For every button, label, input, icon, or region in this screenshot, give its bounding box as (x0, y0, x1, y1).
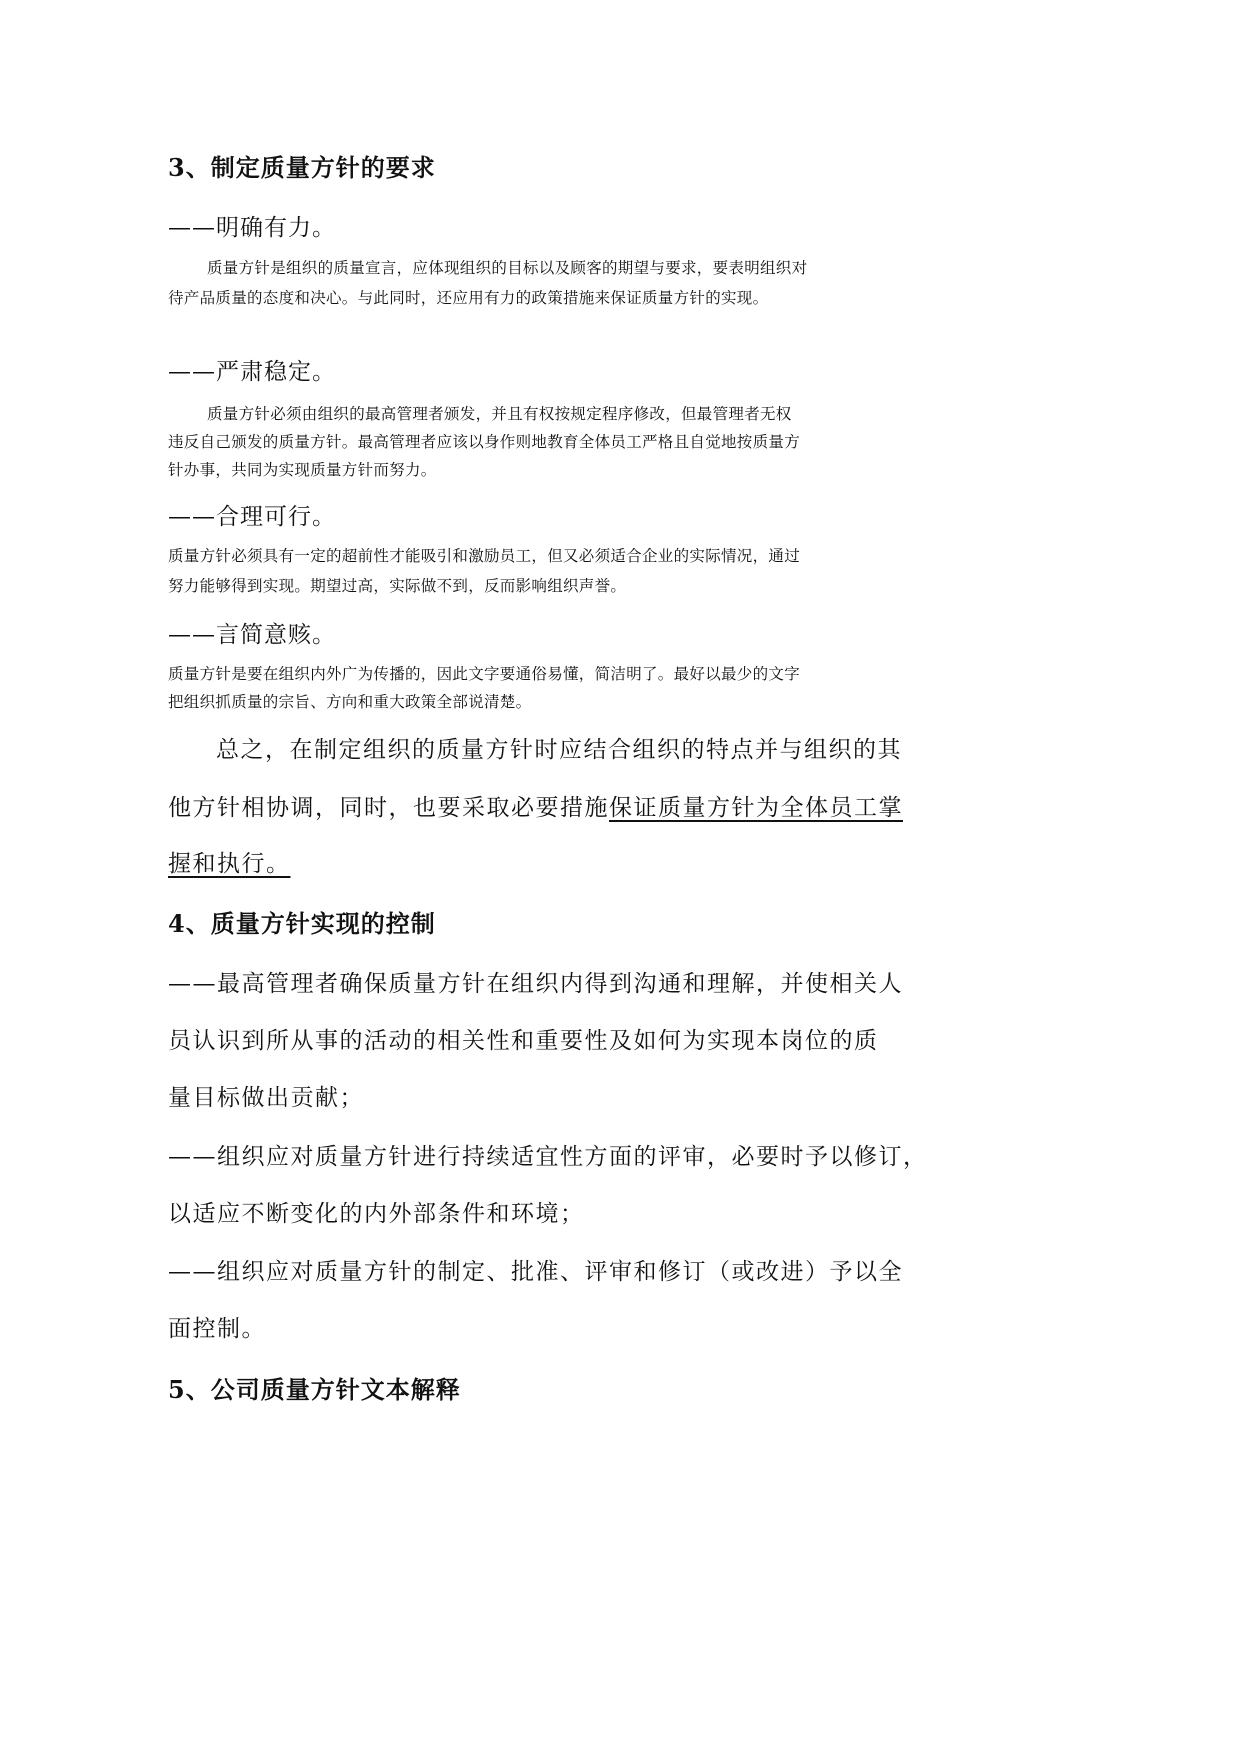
summary-line-1: 总之，在制定组织的质量方针时应结合组织的特点并与组织的其 (216, 737, 902, 763)
point-4-title: ——言简意赅。 (168, 622, 336, 648)
point-3-line-2: 努力能够得到实现。期望过高，实际做不到，反而影响组织声誉。 (168, 577, 627, 595)
point-4-line-1: 质量方针是要在组织内外广为传播的，因此文字要通俗易懂，简洁明了。最好以最少的文字 (168, 665, 801, 683)
section-5-heading: 5、公司质量方针文本解释 (168, 1375, 461, 1404)
point-4-line-2: 把组织抓质量的宗旨、方向和重大政策全部说清楚。 (168, 693, 532, 711)
point-1-line-1: 质量方针是组织的质量宣言，应体现组织的目标以及顾客的期望与要求，要表明组织对 (207, 259, 808, 277)
point-1-title: ——明确有力。 (168, 215, 336, 241)
point-1-line-2: 待产品质量的态度和决心。与此同时，还应用有力的政策措施来保证质量方针的实现。 (168, 289, 769, 307)
point-3-title: ——合理可行。 (168, 504, 336, 530)
section-4-line-2: 员认识到所从事的活动的相关性和重要性及如何为实现本岗位的质 (168, 1028, 879, 1054)
point-2-line-3: 针办事，共同为实现质量方针而努力。 (168, 461, 437, 479)
summary-line-2 (168, 789, 903, 822)
section-4-line-6: ——组织应对质量方针的制定、批准、评审和修订（或改进）予以全 (168, 1259, 903, 1285)
section-4-line-7: 面控制。 (168, 1316, 266, 1342)
point-2-line-2: 违反自己颁发的质量方针。最高管理者应该以身作则地教育全体员工严格且自觉地按质量方 (168, 433, 801, 451)
section-4-line-5: 以适应不断变化的内外部条件和环境； (168, 1201, 585, 1227)
section-4-line-1: ——最高管理者确保质量方针在组织内得到沟通和理解，并使相关人 (168, 971, 903, 997)
summary-line-2-underlined: 保证质量方针为全体员工掌 (609, 795, 903, 821)
section-4-line-3: 量目标做出贡献； (168, 1085, 364, 1111)
section-3-heading: 3、制定质量方针的要求 (168, 153, 436, 182)
point-2-line-1: 质量方针必须由组织的最高管理者颁发，并且有权按规定程序修改，但最管理者无权 (207, 405, 792, 423)
section-4-heading: 4、质量方针实现的控制 (168, 909, 436, 938)
summary-line-3-underlined: 握和执行。 (168, 851, 291, 877)
section-4-line-4: ——组织应对质量方针进行持续适宜性方面的评审，必要时予以修订， (168, 1144, 928, 1170)
point-3-line-1: 质量方针必须具有一定的超前性才能吸引和激励员工，但又必须适合企业的实际情况，通过 (168, 547, 801, 565)
summary-line-2-plain: 他方针相协调，同时，也要采取必要措施 (168, 795, 609, 821)
point-2-title: ——严肃稳定。 (168, 359, 336, 385)
